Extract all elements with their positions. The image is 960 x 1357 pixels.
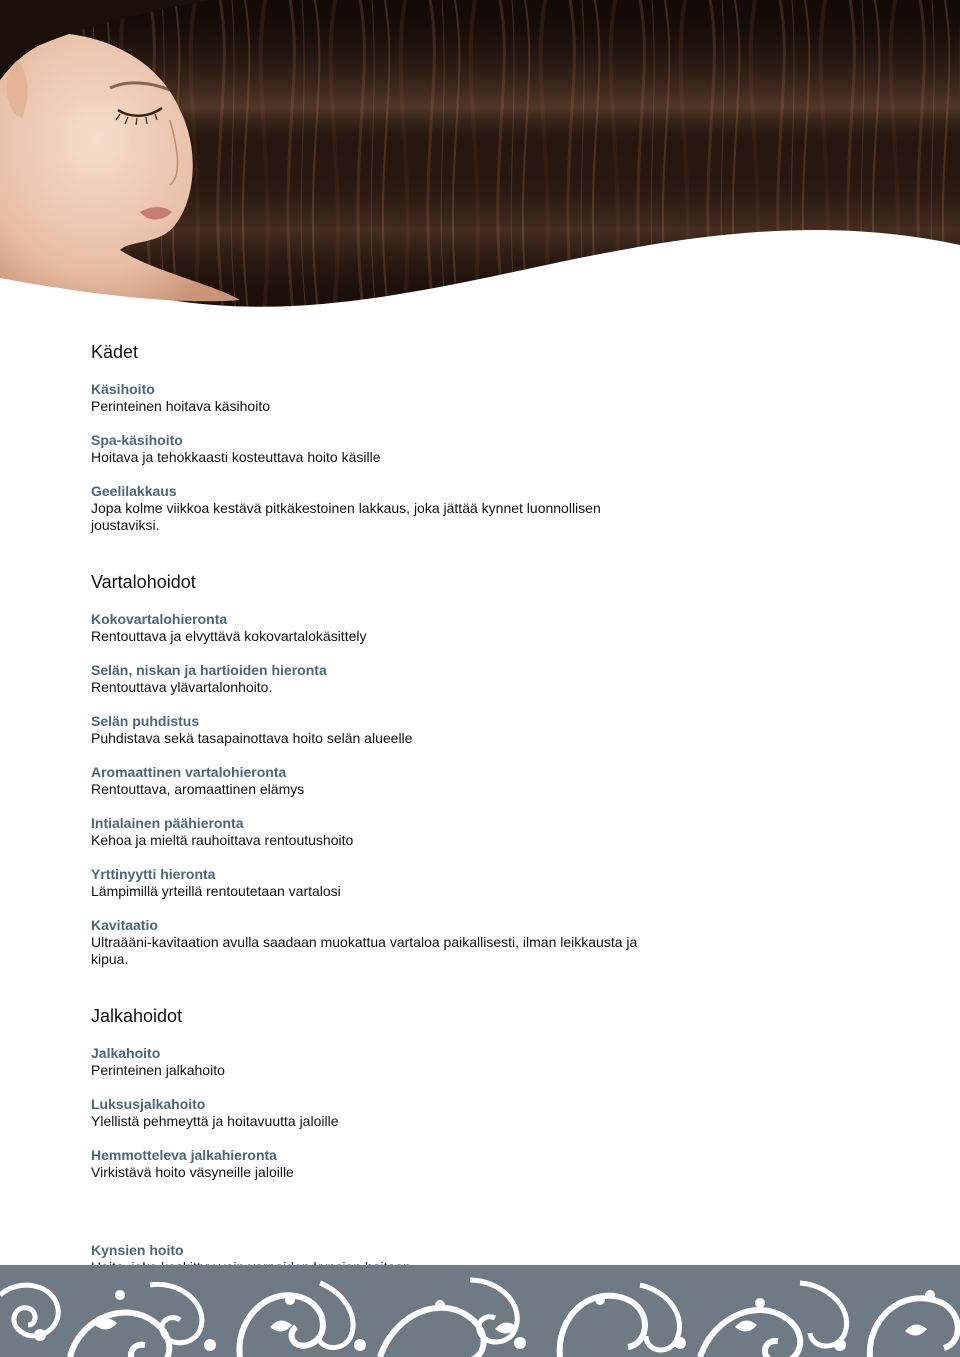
item-name: Yrttinyytti hieronta	[91, 866, 216, 882]
section-title: Vartalohoidot	[91, 572, 196, 592]
list-item	[91, 713, 651, 747]
item-description: Perinteinen jalkahoito	[91, 1062, 225, 1078]
section-title: Kädet	[91, 342, 139, 362]
list-item	[91, 1096, 651, 1130]
item-name: Kavitaatio	[91, 917, 158, 933]
item-description: Puhdistava sekä tasapainottava hoito selän alueelle	[91, 730, 413, 746]
item-description: Ultraääni-kavitaation avulla saadaan muokattua vartaloa paikallisesti, ilman leikkausta ja kipua.	[91, 934, 638, 967]
list-item	[91, 815, 651, 849]
item-description: Kehoa ja mieltä rauhoittava rentoutushoito	[91, 832, 354, 848]
item-name: Hemmotteleva jalkahieronta	[91, 1147, 277, 1163]
item-description: Perinteinen hoitava käsihoito	[91, 398, 271, 414]
list-item	[91, 483, 651, 534]
item-name: Kynsien hoito	[91, 1242, 184, 1258]
section-title: Jalkahoidot	[91, 1006, 183, 1026]
decorative-footer-pattern	[0, 1265, 960, 1357]
item-name: Intialainen päähieronta	[91, 815, 244, 831]
hero-image	[0, 0, 960, 330]
list-item	[91, 432, 651, 466]
list-item	[91, 611, 651, 645]
item-description: Rentouttava ylävartalonhoito.	[91, 679, 273, 695]
item-name: Jalkahoito	[91, 1045, 161, 1061]
item-name: Geelilakkaus	[91, 483, 177, 499]
list-item	[91, 866, 651, 900]
item-name: Käsihoito	[91, 381, 155, 397]
item-description: Lämpimillä yrteillä rentoutetaan vartalosi	[91, 883, 341, 899]
item-name: Spa-käsihoito	[91, 432, 183, 448]
section-body-treatments	[91, 570, 651, 968]
item-name: Luksusjalkahoito	[91, 1096, 206, 1112]
item-description: Hoitava ja tehokkaasti kosteuttava hoito käsille	[91, 449, 381, 465]
list-item	[91, 764, 651, 798]
item-description: Ylellistä pehmeyttä ja hoitavuutta jaloille	[91, 1113, 339, 1129]
item-name: Selän, niskan ja hartioiden hieronta	[91, 662, 327, 678]
list-item	[91, 1045, 651, 1079]
section-hands	[91, 340, 651, 534]
section-foot-treatments	[91, 1004, 651, 1181]
item-description: Virkistävä hoito väsyneille jaloille	[91, 1164, 294, 1180]
item-name: Aromaattinen vartalohieronta	[91, 764, 287, 780]
list-item	[91, 662, 651, 696]
list-item	[91, 381, 651, 415]
list-item	[91, 1147, 651, 1181]
item-name: Kokovartalohieronta	[91, 611, 228, 627]
item-name: Selän puhdistus	[91, 713, 200, 729]
item-description: Jopa kolme viikkoa kestävä pitkäkestoinen lakkaus, joka jättää kynnet luonnollisen joustaviksi.	[91, 500, 601, 533]
list-item	[91, 917, 651, 968]
item-description: Rentouttava, aromaattinen elämys	[91, 781, 305, 797]
item-description: Rentouttava ja elvyttävä kokovartalokäsittely	[91, 628, 367, 644]
